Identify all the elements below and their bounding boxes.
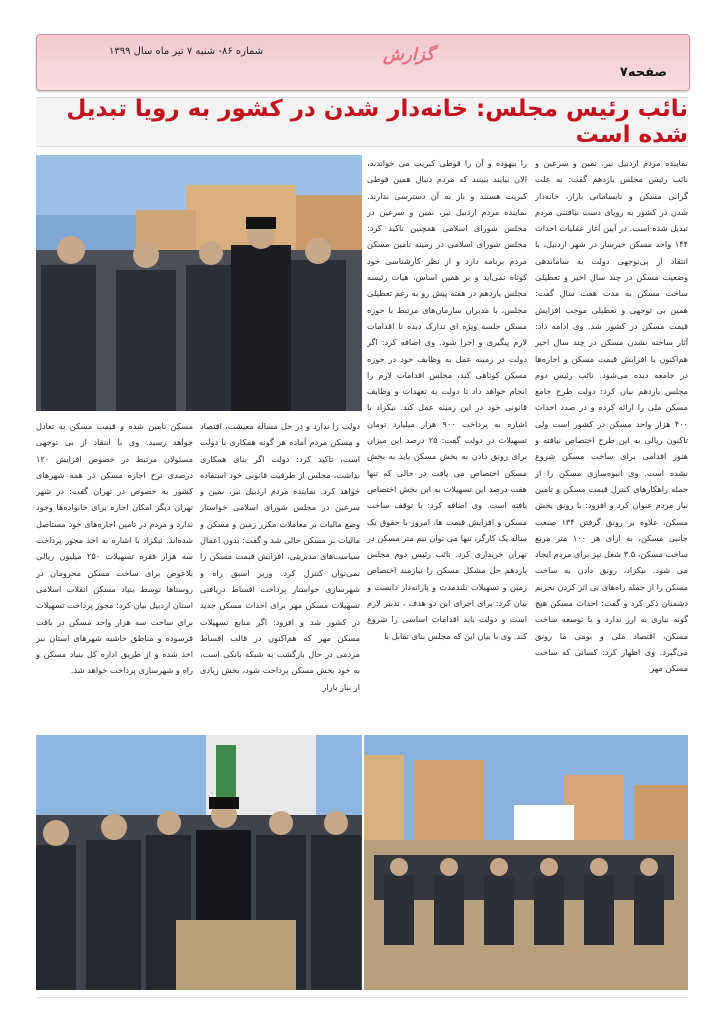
page-number: صفحه۷	[619, 65, 667, 80]
photo-ceremony-officials	[36, 735, 362, 990]
column-text: نماینده مردم اردبیل نیر، نمین و سرعین و نائب رئیس مجلس یازدهم گفت: به علت گرانی مسکن و نابسامانی بازار، خانه‌دار شدن در کشور به رویای دست نیافتنی مردم تبدیل شده است. در آیین آغاز عملیات احداث ۱۴۴ واحد مسکن خیرساز در شهر اردبیل، با انتقاد از بی‌توجهی دولت به ساماندهی وضعیت مسکن در چند سال اخیر و تعطیلی ساخت مسکن به مدت هفت سال گفت: همین بی توجهی و تعطیلی موجب افزایش قیمت مسکن در کشور شد. وی ادامه داد: آثار ساخته نشدن مسکن در چند سال اخیر هم‌اکنون با افزایش قیمت مسکن و اجاره‌ها در جامعه دیده می‌شود. نائب رئیس دوم مجلس یازدهم بیان کرد: دولت طرح جامع مسکن ملی را ارائه کرده و در صدد احداث ۴۰۰ هزار واحد مسکن در کشور است ولی تاکنون ریالی به این طرح اختصاص نیافته و هنوز اقدامی برای ساخت مسکن شروع نشده است. وی انبوه‌سازی مسکن را از جمله راهکارهای کنترل قیمت مسکن و تامین نیاز مردم عنوان کرد و افزود: با رونق بخش مسکن، علاوه بر رونق گرفتن ۱۳۴ صنعت جانبی مسکن، به ازای هر ۱۰۰ متر مربع ساخت مسکن، ۳.۵ شغل نیز برای مردم ایجاد می شود. نیکزاد، رونق دادن به ساخت مسکن را از جمله راه‌های بی اثر کردن تحریم دشمنان ذکر کرد و گفت: احداث مسکن هیچ گونه نیازی به ارز ندارد و با توسعه ساخت مسکن، اقتصاد ملی و بومی ما رونق می‌گیرد. وی اظهار کرد: کسانی که ساخت مسکن مهر	[535, 158, 688, 674]
page-header	[36, 34, 690, 91]
footer-divider	[36, 997, 688, 998]
photo-officials	[36, 155, 362, 411]
column-text: مسکن تامین شده و قیمت مسکن به تعادل خواهد رسید. وی با انتقاد از بی توجهی مسئولان مرتبط در خصوص افزایش ۱۲۰ درصدی نرخ اجاره مسکن در همه شهرهای کشور به خصوص در تهران گفت: در شهر تهران دیگر امکان اجاره برای خانواده‌ها وجود ندارد و مردم در تامین اجاره‌های خود مستاصل شده‌اند. نیکزاد با اشاره به اخذ مجوز پرداخت سه هزار فقره تسهیلات ۲۵۰ میلیون ریالی بلاعوض برای ساخت مسکن محرومان در روستاها توسط بنیاد مسکن انقلاب اسلامی استان اردبیل بیان کرد: مجوز پرداخت تسهیلات برای ساخت سه هزار واحد مسکن در بافت فرسوده و مناطق حاشیه شهرهای استان نیز اخذ شده و از طریق اداره کل بنیاد مسکن و راه و شهرسازی پرداخت خواهد شد.	[36, 421, 193, 676]
article-column-1	[535, 155, 688, 728]
article-headline: نائب رئیس مجلس: خانه‌دار شدن در کشور به رویا تبدیل شده است	[36, 97, 688, 147]
column-text: دولت را ندارد و در حل مساله معیشت، اقتصاد و مسکن مردم آماده هر گونه همکاری با دولت است، تاکید کرد: دولت اگر بنای همکاری نداشت، مجلس از ظرفیت قانونی خود استفاده خواهد کرد. نماینده مردم اردبیل نیر، نمین و سرعین در مجلس شورای اسلامی خواستار وضع مالیات بر معاملات مکرر زمین و مسکن و مالیات بر مسکن خالی شد و گفت: بدون اعمال سیاست‌های مدیریتی، افزایش قیمت مسکن را نمی‌توان کنترل کرد. وزیر اسبق راه و شهرسازی خواستار پرداخت اقساط دریافتی تسهیلات مسکن مهر برای احداث مسکن جدید در کشور شد و افزود: اگر منابع تسهیلات مسکن مهر که هم‌اکنون در قالب اقساط مردمی در حال بازگشت به شبکه بانکی است، به خود بخش مسکن پرداخت شود، بخش زیادی از نیاز بازار	[200, 421, 360, 692]
article-column-3	[200, 418, 360, 728]
column-text: را بیهوده و آن را قوطی کبریت می خواندند، الان بیایند ببینند که مردم دنبال همین قوطی کبریت هستند و باز به آن دسترسی ندارند. نماینده مردم اردبیل نیر، نمین و سرعین در مجلس شورای اسلامی همچنین تاکید کرد: مجلس شورای اسلامی در زمینه تامین مسکن مردم برنامه دارد و از نظر کارشناسی خود کوتاه نمی‌آید و بر همین اساس، هیات رئیسه مجلس یازدهم در هفته پیش رو به رغم تعطیلی مجلس، با مدیران سازمان‌های مرتبط با حوزه مسکن جلسه ویژه ای تدارک دیده تا اقدامات لازم پیگیری و اجرا شود. وی اضافه کرد: اگر دولت در زمینه عمل به وظایف خود در حوزه مسکن کوتاهی کند، مجلس اقدامات لازم را انجام خواهد داد تا دولت به تعهدات و وظایف قانونی خود در این زمینه عمل کند. نیکزاد با اشاره به پرداخت ۹۰۰ هزار میلیارد تومان تسهیلات در دولت گفت: ۲۵ درصد این میزان برای رونق دادن به بخش مسکن باید به بخش مسکن اختصاص می یافت در حالی که تنها هفت درصد این تسهیلات به این بخش اختصاص یافته است. وی اضافه کرد: با توقف ساخت مسکن و افزایش قیمت ها، امروز با حقوق یک ساله یک کارگر، تنها می توان نیم متر مسکن در تهران خریداری کرد. نائب رئیس دوم مجلس یازدهم حل مشکل مسکن را نیازمند اختصاص زمین و تسهیلات بلندمدت و پارانه‌دار دانست و بیان کرد: برای اجرای این دو هدف ، تدبیر لازم است و دولت باید اقدامات اساسی را شروع کند. وی با بیان این که مجلس بنای تقابل با	[367, 158, 527, 641]
article-column-4	[36, 418, 193, 728]
issue-line: شماره ۸۶- شنبه ۷ تیر ماه سال ۱۳۹۹	[109, 46, 264, 57]
photo-audience-site	[364, 735, 688, 990]
section-title: گزارش	[383, 45, 435, 65]
article-column-2	[367, 155, 527, 728]
